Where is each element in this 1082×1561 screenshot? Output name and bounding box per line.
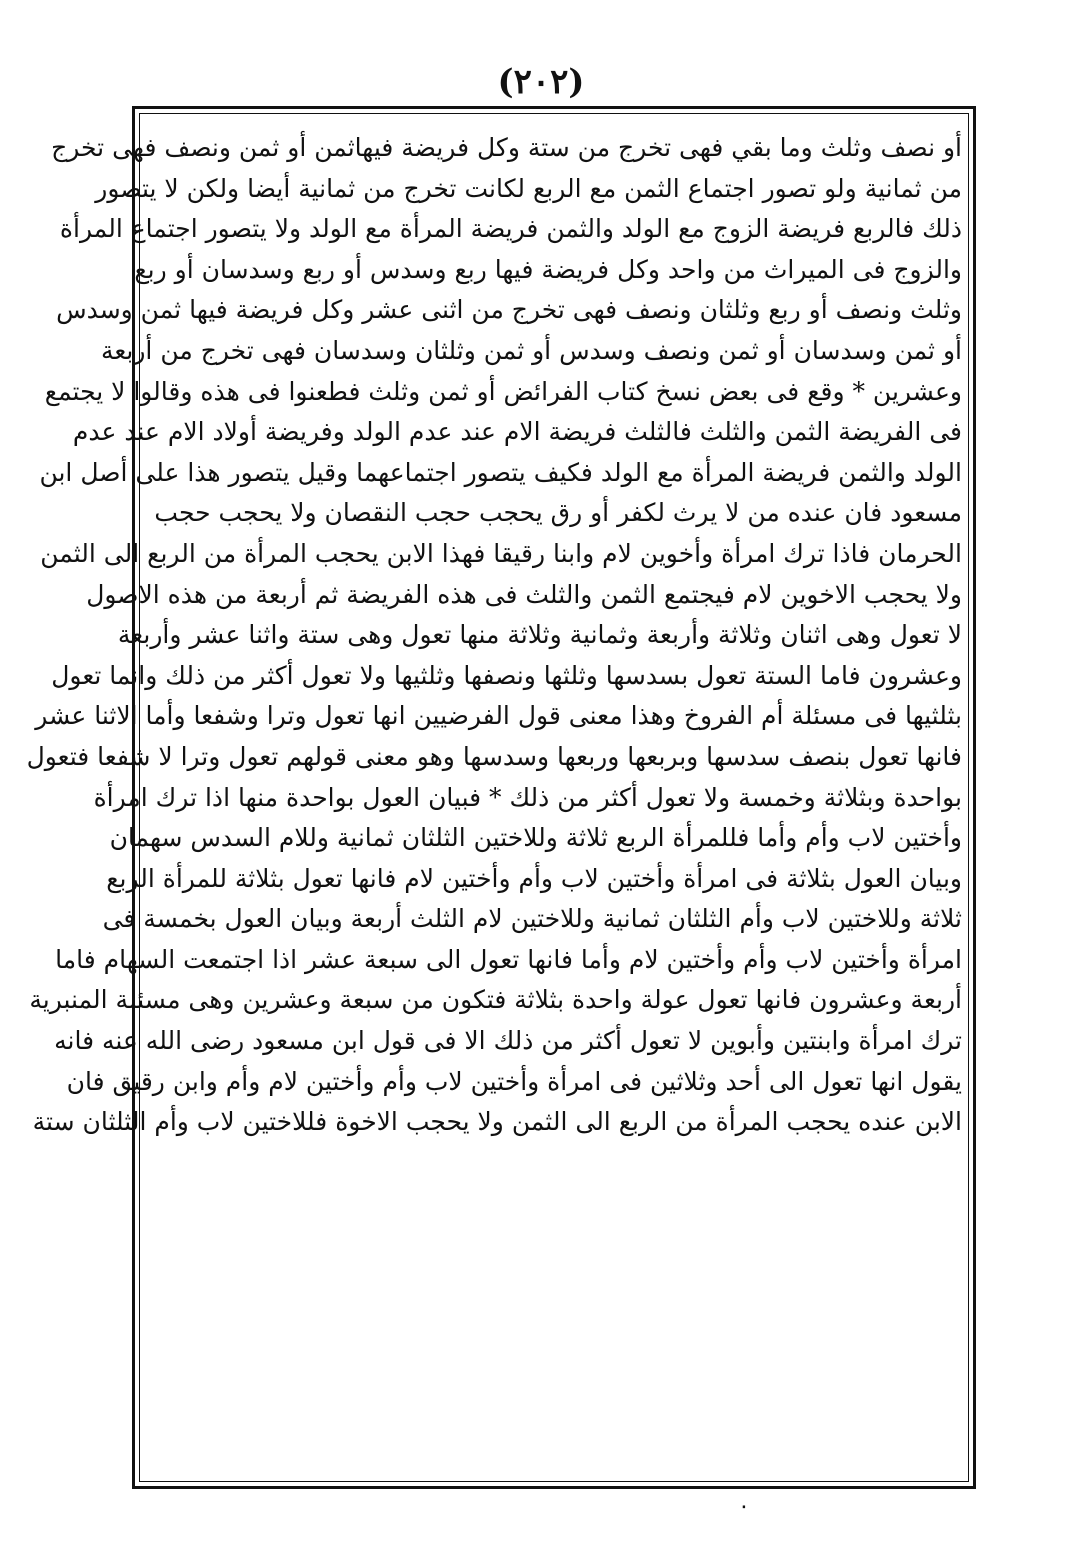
text-line: امرأة وأختين لاب وأم وأختين لام وأما فانها تعول الى سبعة عشر اذا اجتمعت السهام فاما xyxy=(55,944,962,974)
bottom-mark: ٠ xyxy=(738,1494,750,1519)
text-line: يقول انها تعول الى أحد وثلاثين فى امرأة وأختين لاب وأم وأختين لام وأم وابن رقيق فان xyxy=(66,1066,962,1096)
text-line: مسعود فان عنده من لا يرث لكفر أو رق يحجب حجب النقصان ولا يحجب حجب xyxy=(154,498,962,528)
text-line: أو ثمن وسدسان أو ثمن ونصف وسدس أو ثمن وثلثان وسدسان فهى تخرج من أربعة xyxy=(100,335,962,365)
text-line: لا تعول وهى اثنان وثلاثة وأربعة وثمانية وثلاثة منها تعول وهى ستة واثنا عشر وأربعة xyxy=(117,620,962,650)
page-number: (٢٠٢) xyxy=(497,62,585,102)
text-line: فانها تعول بنصف سدسها وبربعها وربعها وسدسها وهو معنى قولهم تعول وترا لا شفعا فتعول xyxy=(26,741,962,771)
text-line: ولا يحجب الاخوين لام فيجتمع الثمن والثلث فى هذه الفريضة ثم أربعة من هذه الاصول xyxy=(86,579,962,609)
text-line: وعشرون فاما الستة تعول بسدسها وثلثها ونصفها وثلثيها ولا تعول أكثر من ذلك وانما تعول xyxy=(51,660,962,690)
text-line: بواحدة وبثلاثة وخمسة ولا تعول أكثر من ذلك * فبيان العول بواحدة منها اذا ترك امرأة xyxy=(93,782,962,812)
text-line: وأختين لاب وأم وأما فللمرأة الربع ثلاثة وللاختين الثلثان ثمانية وللام السدس سهمان xyxy=(109,823,962,853)
text-line: وبيان العول بثلاثة فى امرأة وأختين لاب وأم وأختين لام فانها تعول بثلاثة للمرأة الربع xyxy=(106,863,962,893)
text-line: من ثمانية ولو تصور اجتماع الثمن مع الربع لكانت تخرج من ثمانية أيضا ولكن لا يتصور xyxy=(95,173,962,203)
text-line: ترك امرأة وابنتين وأبوين لا تعول أكثر من ذلك الا فى قول ابن مسعود رضى الله عنه فانه xyxy=(54,1026,962,1056)
text-line: الولد والثمن فريضة المرأة مع الولد فكيف يتصور اجتماعهما وقيل يتصور هذا على أصل ابن xyxy=(39,457,962,487)
text-line: الابن عنده يحجب المرأة من الربع الى الثمن ولا يحجب الاخوة فللاختين لاب وأم الثلثان ستة xyxy=(32,1107,962,1137)
text-line: والزوج فى الميراث من واحد وكل فريضة فيها ربع وسدس أو ربع وسدسان أو ربع xyxy=(134,254,962,284)
text-line: الحرمان فاذا ترك امرأة وأخوين لام وابنا رقيقا فهذا الابن يحجب المرأة من الربع الى الثمن xyxy=(40,538,962,568)
text-line: ذلك فالربع فريضة الزوج مع الولد والثمن فريضة المرأة مع الولد ولا يتصور اجتماع المرأة xyxy=(59,214,962,244)
text-body xyxy=(26,128,962,1143)
text-line: ثلاثة وللاختين لاب وأم الثلثان ثمانية وللاختين لام الثلث أربعة وبيان العول بخمسة فى xyxy=(102,904,962,934)
text-line: وعشرين * وقع فى بعض نسخ كتاب الفرائض أو ثمن وثلث فطعنوا فى هذه وقالوا لا يجتمع xyxy=(44,376,962,406)
text-line: أو نصف وثلث وما بقي فهى تخرج من ستة وكل فريضة فيهاثمن أو ثمن ونصف فهى تخرج xyxy=(51,133,962,162)
text-line: أربعة وعشرون فانها تعول عولة واحدة بثلاثة فتكون من سبعة وعشرين وهى مسئلة المنبرية xyxy=(29,985,962,1015)
text-line: وثلث ونصف أو ربع وثلثان ونصف فهى تخرج من اثنى عشر وكل فريضة فيها ثمن وسدس xyxy=(56,295,962,325)
text-line: بثلثيها فى مسئلة أم الفروخ وهذا معنى قول الفرضيين انها تعول وترا وشفعا وأما الاثنا عشر xyxy=(35,701,962,731)
text-line: فى الفريضة الثمن والثلث فالثلث فريضة الام عند عدم الولد وفريضة أولاد الام عند عدم xyxy=(72,417,962,447)
